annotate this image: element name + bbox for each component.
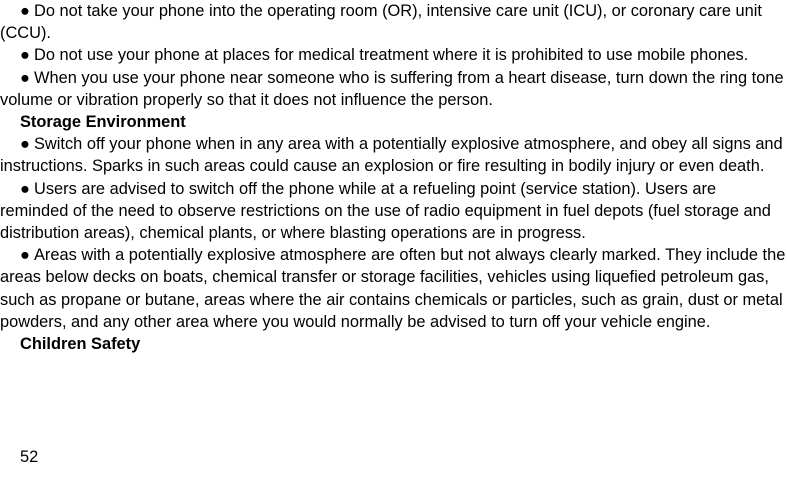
bullet-icon: ● bbox=[20, 135, 30, 154]
page-number: 52 bbox=[20, 448, 39, 466]
paragraph-text: Do not take your phone into the operating room (OR), intensive care unit (ICU), or coronary care unit (CCU). bbox=[0, 2, 762, 43]
bullet-icon: ● bbox=[20, 179, 30, 198]
paragraph-refueling-point bbox=[0, 178, 787, 245]
paragraph-text: Switch off your phone when in any area with a potentially explosive atmosphere, and obey all signs and instructions. Sparks in such areas could cause an explosion or fire resulting in bodily injury or even death. bbox=[0, 135, 783, 176]
paragraph-heart-disease bbox=[0, 67, 787, 111]
paragraph-text: Do not use your phone at places for medical treatment where it is prohibited to use mobile phones. bbox=[34, 46, 749, 65]
bullet-icon: ● bbox=[20, 68, 30, 87]
bullet-icon: ● bbox=[20, 2, 30, 20]
paragraph-text: Areas with a potentially explosive atmosphere are often but not always clearly marked. They include the areas below decks on boats, chemical transfer or storage facilities, vehicles using liquefied petroleum gas, such as propane or butane, areas where the air contains chemicals or particles, such as grain, dust or metal powders, and any other area where you would normally be advised to turn off your vehicle engine. bbox=[0, 246, 786, 331]
heading-children-safety: Children Safety bbox=[20, 335, 141, 354]
paragraph-marked-areas bbox=[0, 244, 787, 333]
paragraph-text: When you use your phone near someone who is suffering from a heart disease, turn down the ring tone volume or vibration properly so that it does not influence the person. bbox=[0, 68, 784, 109]
heading-storage-environment: Storage Environment bbox=[20, 113, 186, 132]
paragraph-or-icu-ccu bbox=[0, 0, 787, 44]
paragraph-explosive-atmosphere bbox=[0, 133, 787, 177]
bullet-icon: ● bbox=[20, 46, 30, 65]
paragraph-text: Users are advised to switch off the phone while at a refueling point (service station). Users are reminded of the need to observe restrictions on the use of radio equipment in fuel depots (fuel storage and distribution areas), chemical plants, or where blasting operations are in progress. bbox=[0, 179, 771, 243]
paragraph-medical-places bbox=[0, 44, 787, 66]
bullet-icon: ● bbox=[20, 246, 30, 265]
